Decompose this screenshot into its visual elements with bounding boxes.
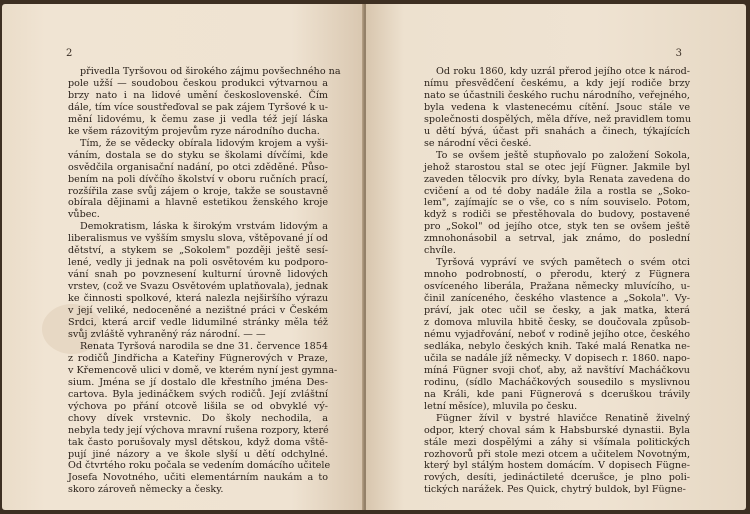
- text-line: v její veliké, nedoceněné a nezištné práci v Českém: [68, 305, 328, 317]
- text-line: chovy dívek vrstevnic. Do školy nechodila, a: [68, 412, 328, 424]
- text-line: skoro zároveň německy a česky.: [68, 484, 224, 496]
- text-line: vrstev, (což ve Svazu Osvětovém uplatňovala), jednak: [68, 281, 328, 293]
- paragraph: [68, 340, 338, 496]
- text-line: rozšířila zase svůj zájem o kroje, takže se soustavně: [68, 185, 328, 197]
- text-line: nato se účastnili českého ruchu národního, veřejného,: [424, 89, 690, 101]
- text-line: z domova mluvila hbitě česky, se doučovala způsob-: [424, 317, 690, 329]
- text-line: nímu přesvědčení českému, a kdy její rodiče brzy: [424, 77, 690, 89]
- paragraph: [68, 138, 328, 222]
- text-line: váním, dostala se do styku se školami dívčími, kde: [68, 149, 328, 161]
- text-line: zmnohonásobil a setrval, jak známo, do poslední: [424, 233, 690, 245]
- text-line: lené, vedly ji jednak na poli osvětovém ku podporo-: [68, 257, 328, 269]
- paragraph: [68, 221, 328, 341]
- text-line: rových, desíti, jedináctileté dcerušce, je plno poli-: [424, 472, 690, 484]
- text-line: pro „Sokol" od jejího otce, styk ten se ovšem ještě: [424, 221, 690, 233]
- text-line: ke všem rázovitým projevům ryze národního ducha.: [68, 125, 320, 137]
- text-line: Od čtvrtého roku počala se vedením domácího učitele: [68, 460, 331, 472]
- text-line: u dětí bývá, účast při snahách a činech, týkajících: [424, 125, 690, 137]
- text-line: brzy nato i na lidové umění československé. Čím: [68, 89, 328, 101]
- text-line: sedláka, nebylo českých knih. Také malá Renatka ne-: [424, 340, 690, 352]
- text-line: tických narážek. Pes Quick, chytrý buldok, byl Fügne-: [424, 484, 686, 496]
- text-line: tak často porušovaly mysl dětskou, když doma vště-: [68, 436, 328, 448]
- text-line: nému vyjadřování, neboť v rodině jejího otce, českého: [424, 328, 690, 340]
- text-line: dále, tím více soustřeďoval se pak zájem Tyršové k u-: [68, 101, 328, 113]
- text-line: pují jiné názory a ve škole slyší u dětí odchylné.: [68, 448, 328, 460]
- text-line: Demokratism, láska k širokým vrstvám lidovým a: [80, 221, 328, 233]
- paragraph: [424, 413, 690, 497]
- text-line: Josefa Novotného, učiti elementárním naukám a to: [68, 472, 328, 484]
- text-line: v Křemencově ulici v domě, ve kterém nyní jest gymna-: [68, 364, 338, 376]
- text-line: Fügner žívil v bystré hlavičce Renatině živelný: [436, 412, 690, 424]
- text-line: Od roku 1860, kdy uzrál přerod jejího otce k národ-: [436, 66, 690, 77]
- text-line: mění lidovému, k čemu zase ji vedla též její láska: [68, 113, 328, 125]
- left-page: [2, 4, 364, 510]
- text-line: Renata Tyršová narodila se dne 31. července 1854: [80, 340, 328, 352]
- text-line: učila se nadále jíž německy. V dopisech r. 1860. napo-: [424, 352, 690, 364]
- text-line: mnoho podrobností, o přerodu, který z Fügnera: [424, 269, 690, 281]
- text-line: ke činnosti spolkové, která nalezla nejširšího výrazu: [68, 293, 328, 305]
- text-line: na Králi, kde pani Fügnerová s dceruškou trávily: [424, 388, 690, 400]
- text-line: společnosti dospělých, měla dříve, než pravidlem tomu: [424, 113, 692, 125]
- page-number: 3: [675, 48, 682, 59]
- text-line: se národní věci české.: [424, 137, 532, 149]
- right-page: [366, 4, 746, 510]
- text-line: sium. Jména se jí dostalo dle křestního jména Des-: [68, 376, 328, 388]
- text-line: jehož starostou stal se otec její Fügner. Jakmile byl: [424, 161, 690, 173]
- text-line: osvědčila organisační nadání, po otci zděděné. Půso-: [68, 161, 328, 173]
- text-line: dětství, a stykem se „Sokolem" později ještě sesí-: [68, 245, 328, 257]
- page-number: 2: [66, 48, 73, 59]
- text-line: rozhovorů při stole mezi otcem a učitelem Novotným,: [424, 448, 690, 460]
- paragraph: [68, 66, 341, 138]
- text-line: činil zaníceného, českého vlastence a „Sokola". Vy-: [424, 293, 690, 305]
- page-text: [424, 66, 690, 496]
- text-line: odpor, který choval sám k Habsburské dynastii. Byla: [424, 424, 690, 436]
- paragraph: [424, 150, 690, 258]
- text-line: cvičení a od té doby nadále žila a rostla se „Soko-: [424, 185, 690, 197]
- text-line: nebyla tedy její výchova mravní rušena rozpory, které: [68, 424, 329, 436]
- text-line: chvíle.: [424, 245, 456, 257]
- text-line: Srdci, která arcif vedle lidumilné stránky měla též: [68, 317, 328, 329]
- text-line: pole užší — soudobou českou produkci výtvarnou a: [68, 77, 328, 89]
- text-line: Tím, že se vědecky obírala lidovým krojem a vyši-: [80, 137, 328, 149]
- text-line: když s rodiči se přestěhovala do budovy, postavené: [424, 209, 690, 221]
- text-line: míná Fügner svoji choť, aby, až navštíví Macháčkovu: [424, 364, 690, 376]
- text-line: rodinu, (sídlo Macháčkových sousedilo s myslivnou: [424, 376, 690, 388]
- text-line: osvíceného liberála, Pražana německy mluvícího, u-: [424, 281, 690, 293]
- page-text: [68, 66, 341, 496]
- text-line: liberalismus ve vyšším smyslu slova, vštěpované jí od: [68, 233, 328, 245]
- text-line: práví, jak otec učil se česky, a jak matka, která: [424, 305, 690, 317]
- text-line: vání snah po povznesení kulturní úrovně lidových: [68, 269, 328, 281]
- paragraph: [424, 66, 690, 150]
- text-line: vůbec.: [68, 209, 100, 221]
- text-line: z rodičů Jindřicha a Kateřiny Fügnerových v Praze,: [68, 352, 328, 364]
- text-line: To se ovšem ještě stupňovalo po založení Sokola,: [436, 149, 690, 161]
- text-line: byla vedena k vlastenecému cítění. Jsouc stále ve: [424, 101, 690, 113]
- text-line: výchova po přání otcově lišila se od obvyklé vý-: [68, 400, 328, 412]
- text-line: zaveden tělocvik pro dívky, byla Renata zavedena do: [424, 173, 690, 185]
- text-line: Tyršová vypráví ve svých pamětech o svém otci: [436, 257, 690, 269]
- text-line: stále mezi dospělými a záhy si všímala politických: [424, 436, 690, 448]
- text-line: který byl stálým hostem domácím. V dopisech Fügne-: [424, 460, 690, 472]
- text-line: přivedla Tyršovou od širokého zájmu povšechného na: [80, 66, 341, 77]
- text-line: bením na poli dívčího školství v oboru ručních prací,: [68, 173, 328, 185]
- text-line: obírala dějinami a hlavně estetikou ženského kroje: [68, 197, 328, 209]
- text-line: cartova. Byla jedináčkem svých rodičů. Její zvláštní: [68, 388, 328, 400]
- text-line: letní měsíce), mluvila po česku.: [424, 400, 578, 412]
- text-line: lem", zajímajíc se o vše, co s ním souviselo. Potom,: [424, 197, 690, 209]
- text-line: svůj zvláště vyhraněný ráz národní. — —: [68, 328, 266, 340]
- paragraph: [424, 257, 690, 412]
